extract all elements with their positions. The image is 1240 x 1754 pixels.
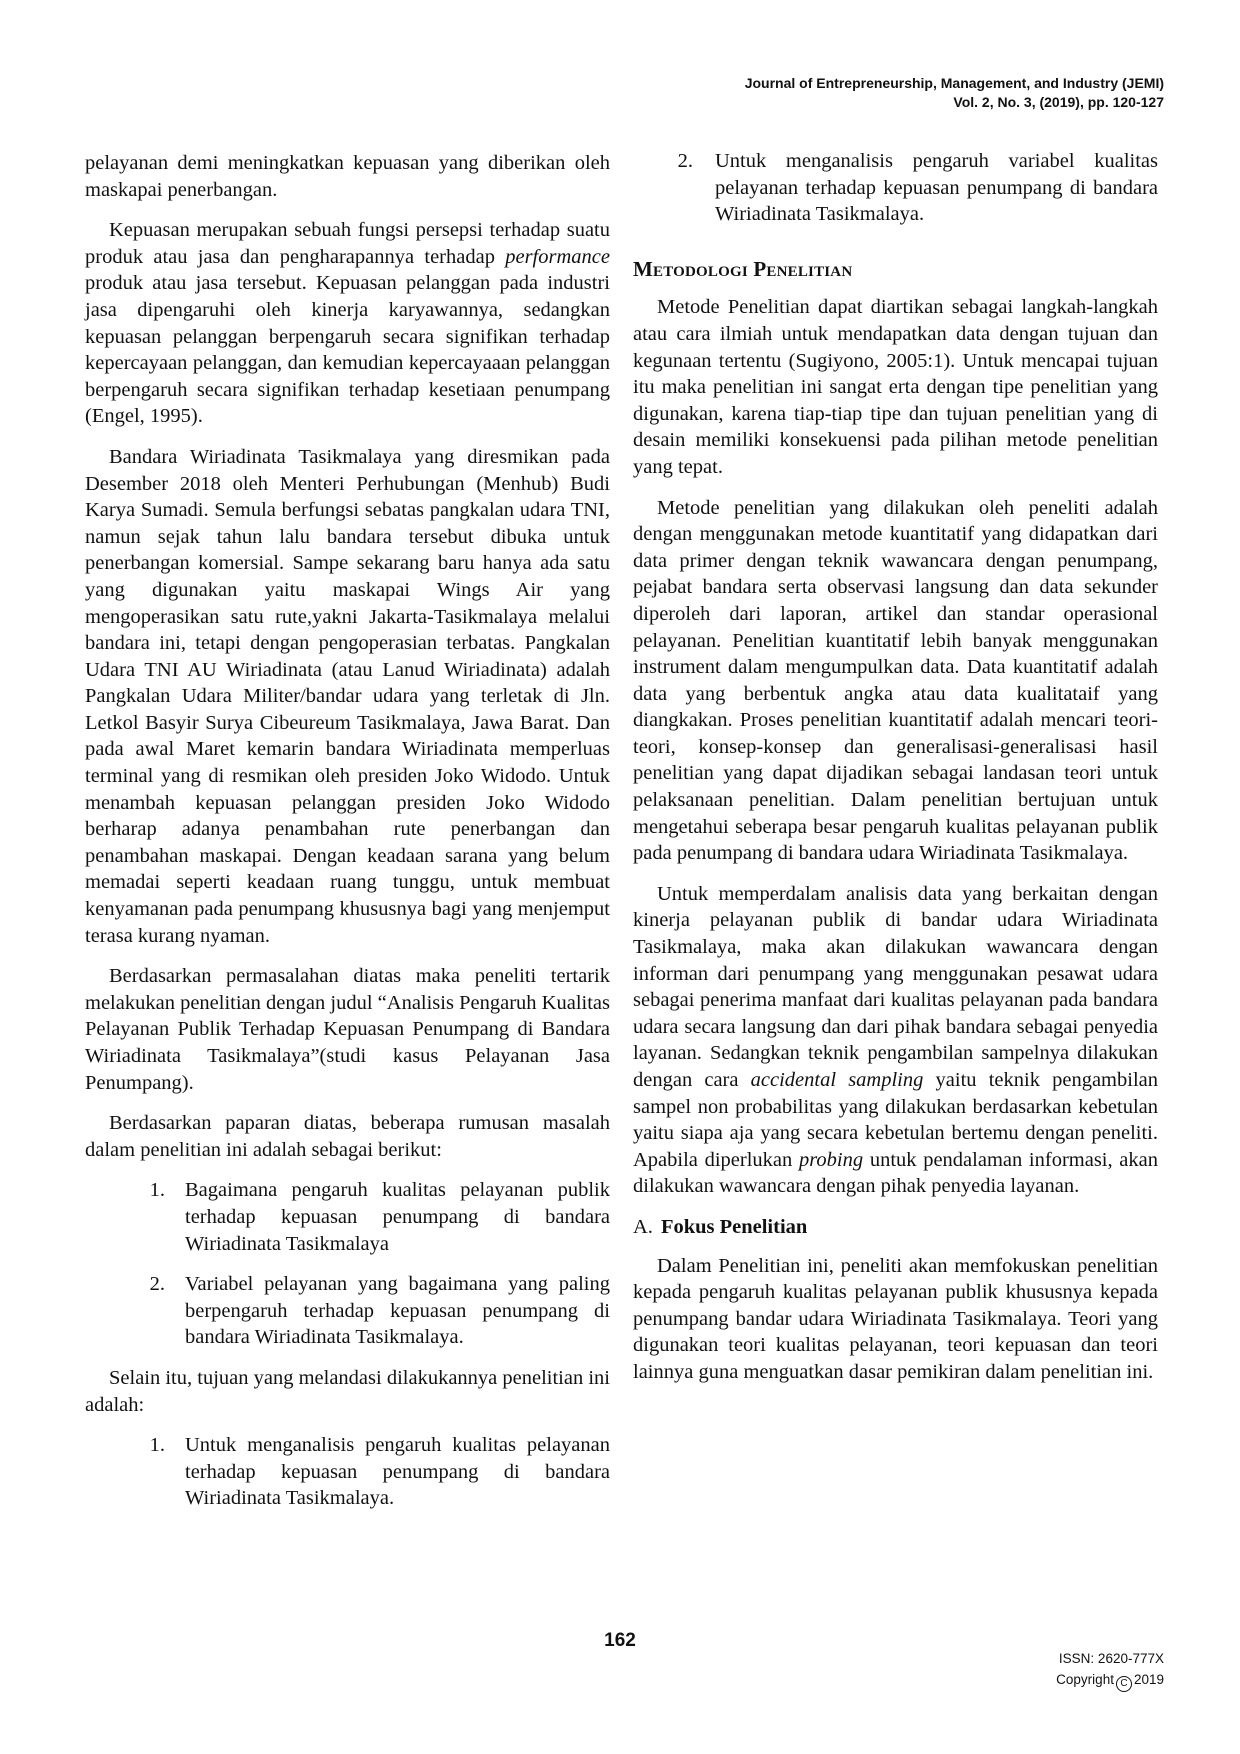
term-accidental-sampling: accidental sampling [750, 1069, 924, 1091]
paragraph-tujuan: Selain itu, tujuan yang melandasi dilakukannya penelitian ini adalah: [85, 1366, 610, 1416]
paragraph-permasalahan: Berdasarkan permasalahan diatas maka peneliti tertarik melakukan penelitian dengan judul “Analisis Pengaruh Kualitas Pelayanan Publik Terhadap Kepuasan Penumpang di Bandara Wiriadinata Tasikmalaya”(studi kasus Pelayanan Jasa Penumpang). [85, 965, 610, 1094]
journal-volume: Vol. 2, No. 3, (2019), pp. 120-127 [953, 94, 1164, 110]
issn: ISSN: 2620-777X [1058, 1651, 1164, 1666]
paragraph-bandara: Bandara Wiriadinata Tasikmalaya yang diresmikan pada Desember 2018 oleh Menteri Perhubungan (Menhub) Budi Karya Sumadi. Semula berfungsi sebatas pangkalan udara TNI, namun sejak tahun lalu bandara tersebut dibuka untuk penerbangan komersial. Sampe sekarang baru hanya ada satu yang digunakan yaitu maskapai Wings Air yang mengoperasikan satu rute,yakni Jakarta-Tasikmalaya melalui bandara ini, tetapi dengan pengoperasian terbatas. Pangkalan Udara TNI AU Wiriadinata (atau Lanud Wiriadinata) adalah Pangkalan Udara Militer/bandar udara yang terletak di Jln. Letkol Basyir Surya Cibeureum Tasikmalaya, Jawa Barat. Dan pada awal Maret kemarin bandara Wiriadinata memperluas terminal yang di resmikan oleh presiden Joko Widodo. Untuk menambah kepuasan pelanggan presiden Joko Widodo berharap adanya penambahan rute penerbangan dan penambahan maskapai. Dengan keadaan sarana yang belum memadai seperti keadaan ruang tunggu, untuk membuat kenyamanan pada penumpang khususnya bagi yang menjemput terasa kurang nyaman. [85, 445, 610, 947]
paragraph-continued: pelayanan demi meningkatkan kepuasan yang diberikan oleh maskapai penerbangan. [85, 152, 610, 201]
term-performance: performance [505, 245, 610, 268]
footer-issn-block [1056, 1648, 1164, 1692]
list-item: 2. Variabel pelayanan yang bagaimana yang paling berpengaruh terhadap kepuasan penumpang di bandara Wiriadinata Tasikmalaya. [149, 1273, 610, 1349]
list-item: 1. Bagaimana pengaruh kualitas pelayanan publik terhadap kepuasan penumpang di bandara Wiriadinata Tasikmalaya [149, 1179, 610, 1255]
paragraph-rumusan: Berdasarkan paparan diatas, beberapa rumusan masalah dalam penelitian ini adalah sebagai berikut: [85, 1112, 610, 1161]
copyright: Copyright C 2019 [1056, 1669, 1164, 1692]
tujuan-list-continued [633, 148, 1158, 228]
paragraph-fokus: Dalam Penelitian ini, peneliti akan memfokuskan penelitian kepada pengaruh kualitas pelayanan publik khususnya kepada penumpang bandar udara Wiriadinata Tasikmalaya. Teori yang digunakan teori kualitas pelayanan, teori kepuasan dan teori lainnya guna menguatkan dasar pemikiran dalam penelitian ini. [633, 1254, 1158, 1383]
running-header [745, 74, 1164, 112]
paragraph-metode-definisi: Metode Penelitian dapat diartikan sebagai langkah-langkah atau cara ilmiah untuk mendapatkan data dengan tujuan dan kegunaan tertentu (Sugiyono, 2005:1). Untuk mencapai tujuan itu maka penelitian ini sangat erta dengan tipe penelitian yang digunakan, karena tiap-tiap tipe dan tujuan penelitian yang di desain memiliki konsekuensi pada pilihan metode penelitian yang tepat. [633, 296, 1158, 478]
section-heading: Metodologi Penelitian [633, 256, 853, 281]
right-column [633, 148, 1158, 1400]
term-probing: probing [798, 1148, 864, 1171]
paragraph-metode-kuantitatif: Metode penelitian yang dilakukan oleh peneliti adalah dengan menggunakan metode kuantitatif yang didapatkan dari data primer dengan teknik wawancara dengan penumpang, pejabat bandara serta observasi langsung dan data sekunder diperoleh dari laporan, artikel dan standar operasional pelayanan. Penelitian kuantitatif lebih banyak menggunakan instrument dalam mengumpulkan data. Data kuantitatif adalah data yang berbentuk angka atau data kualitataif yang diangkakan. Proses penelitian kuantitatif adalah mencari teori-teori, konsep-konsep dan generalisasi-generalisasi hasil penelitian yang dapat dijadikan sebagai landasan teori untuk pelaksanaan penelitian. Dalam penelitian bertujuan untuk mengetahui seberapa besar pengaruh kualitas pelayanan publik pada penumpang di bandara udara Wiriadinata Tasikmalaya. [633, 496, 1158, 865]
list-item: 2. Untuk menganalisis pengaruh variabel kualitas pelayanan terhadap kepuasan penumpang di bandara Wiriadinata Tasikmalaya. [677, 150, 1158, 226]
list-item: 1. Untuk menganalisis pengaruh kualitas pelayanan terhadap kepuasan penumpang di bandara Wiriadinata Tasikmalaya. [149, 1434, 610, 1510]
page-number: 162 [604, 1630, 636, 1651]
tujuan-list [85, 1432, 610, 1512]
paragraph-kepuasan: Kepuasan merupakan sebuah fungsi persepsi terhadap suatu produk atau jasa dan pengharapannya terhadap performance produk atau jasa tersebut. Kepuasan pelanggan pada industri jasa dipengaruhi oleh kinerja karyawannya, sedangkan kepuasan pelanggan berpengaruh secara signifikan terhadap kepercayaan pelanggan, dan kemudian kepercayaaan pelanggan berpengaruh secara signifikan terhadap kesetiaan penumpang (Engel, 1995). [85, 219, 610, 428]
paragraph-analisis-data: Untuk memperdalam analisis data yang berkaitan dengan kinerja pelayanan publik di bandar udara Wiriadinata Tasikmalaya, maka akan dilakukan wawancara dengan informan dari penumpang yang menggunakan pesawat udara sebagai penerima manfaat dari kualitas pelayanan pada bandara udara secara langsung dan dari pihak bandara sebagai penyedia layanan. Sedangkan teknik pengambilan sampelnya dilakukan dengan cara accidental sampling yaitu teknik pengambilan sampel non probabilitas yang dilakukan berdasarkan kebetulan yaitu siapa aja yang secara kebetulan bertemu dengan peneliti. Apabila diperlukan probing untuk pendalaman informasi, akan dilakukan wawancara dengan pihak penyedia layanan. [633, 882, 1159, 1198]
left-column [85, 150, 610, 1526]
rumusan-masalah-list [85, 1177, 610, 1351]
copyright-icon: C [1116, 1676, 1132, 1692]
subsection-heading: A. Fokus Penelitian [633, 1215, 808, 1238]
journal-title: Journal of Entrepreneurship, Management, and Industry (JEMI) [744, 75, 1164, 91]
